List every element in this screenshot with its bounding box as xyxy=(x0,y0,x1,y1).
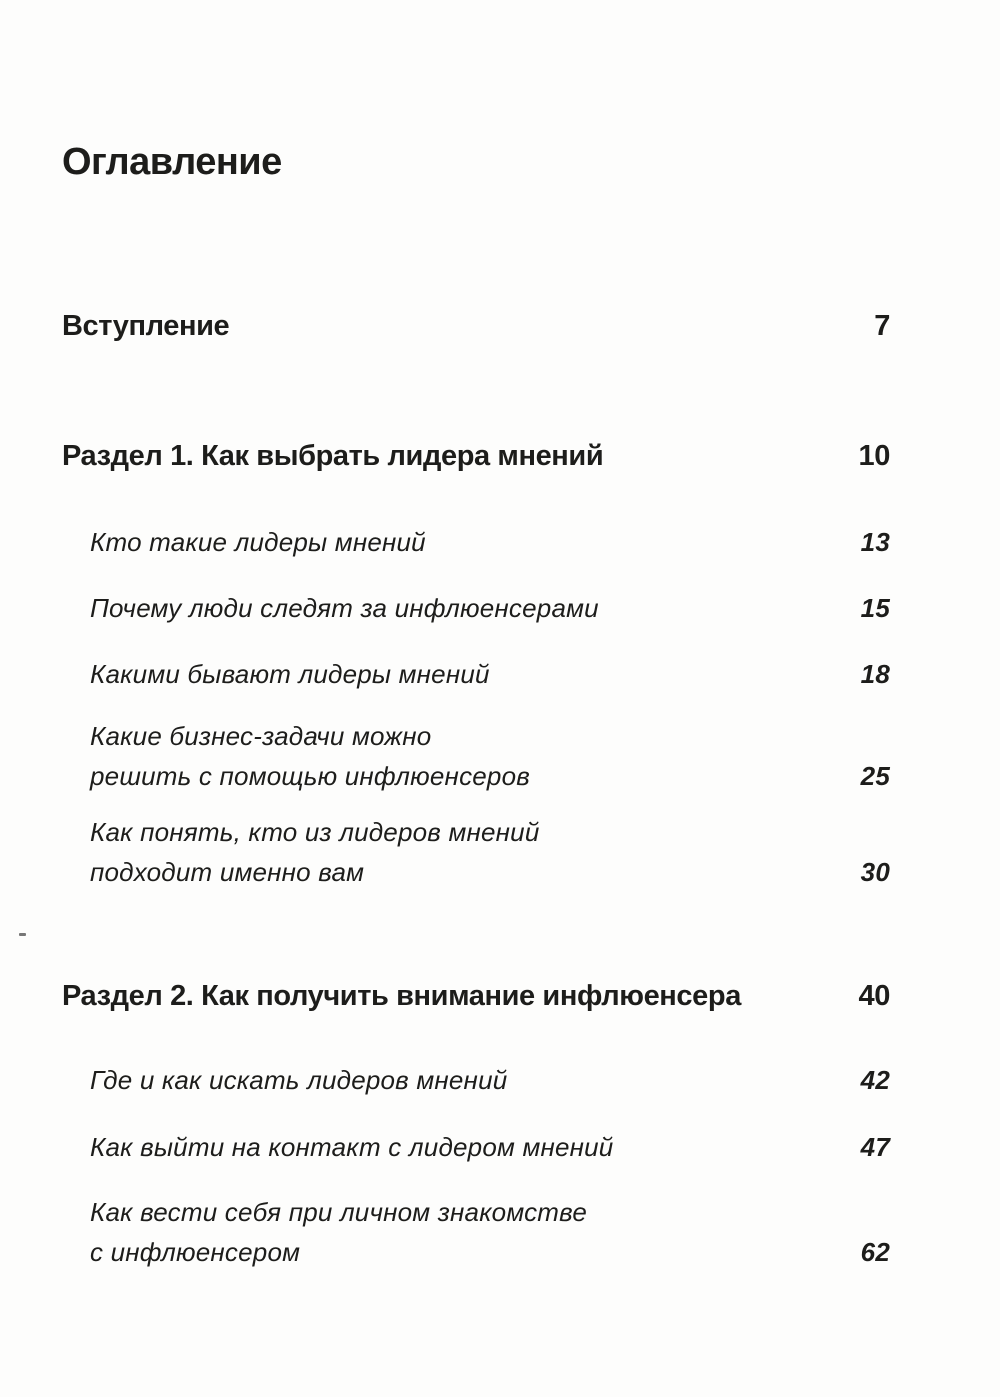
toc-entry-label: Как вести себя при личном знакомстве с инфлюенсером xyxy=(90,1197,587,1267)
page-title: Оглавление xyxy=(62,141,282,184)
toc-entry-label: Вступление xyxy=(62,310,230,342)
toc-entry-page-number: 30 xyxy=(860,857,890,887)
toc-entry-page-number: 10 xyxy=(858,440,890,472)
toc-entry-label: Какими бывают лидеры мнений xyxy=(90,659,490,689)
toc-entry-page-number: 15 xyxy=(860,593,890,623)
toc-entry xyxy=(62,306,890,346)
toc-entry-page-number: 40 xyxy=(858,980,890,1012)
toc-entry-page-number: 25 xyxy=(860,761,890,791)
toc-entry xyxy=(90,1192,890,1272)
toc-entry xyxy=(62,436,890,476)
toc-entry-label: Раздел 1. Как выбрать лидера мнений xyxy=(62,440,604,472)
toc-entry xyxy=(90,716,890,796)
toc-entry-label: Какие бизнес-задачи можно решить с помощью инфлюенсеров xyxy=(90,721,531,791)
toc-entry-page-number: 47 xyxy=(860,1132,890,1162)
toc-entry xyxy=(90,654,890,694)
toc-entry-page-number: 42 xyxy=(860,1065,890,1095)
toc-entry-label: Раздел 2. Как получить внимание инфлюенсера xyxy=(62,980,741,1012)
toc-entry xyxy=(90,812,890,892)
toc-entry-label: Как понять, кто из лидеров мнений подходит именно вам xyxy=(90,817,540,887)
toc-entry xyxy=(62,976,890,1016)
toc-entry-label: Как выйти на контакт с лидером мнений xyxy=(90,1132,614,1162)
toc-entry-page-number: 18 xyxy=(860,659,890,689)
toc-entry xyxy=(90,1060,890,1100)
toc-entry-label: Почему люди следят за инфлюенсерами xyxy=(90,593,599,623)
toc-entry-label: Кто такие лидеры мнений xyxy=(90,527,426,557)
scan-artifact-mark xyxy=(19,933,26,936)
toc-entry-page-number: 13 xyxy=(860,527,890,557)
toc-entry xyxy=(90,522,890,562)
toc-entry xyxy=(90,588,890,628)
toc-entry-page-number: 7 xyxy=(874,310,890,342)
toc-entry xyxy=(90,1127,890,1167)
toc-entry-label: Где и как искать лидеров мнений xyxy=(90,1065,508,1095)
toc-entry-page-number: 62 xyxy=(860,1237,890,1267)
